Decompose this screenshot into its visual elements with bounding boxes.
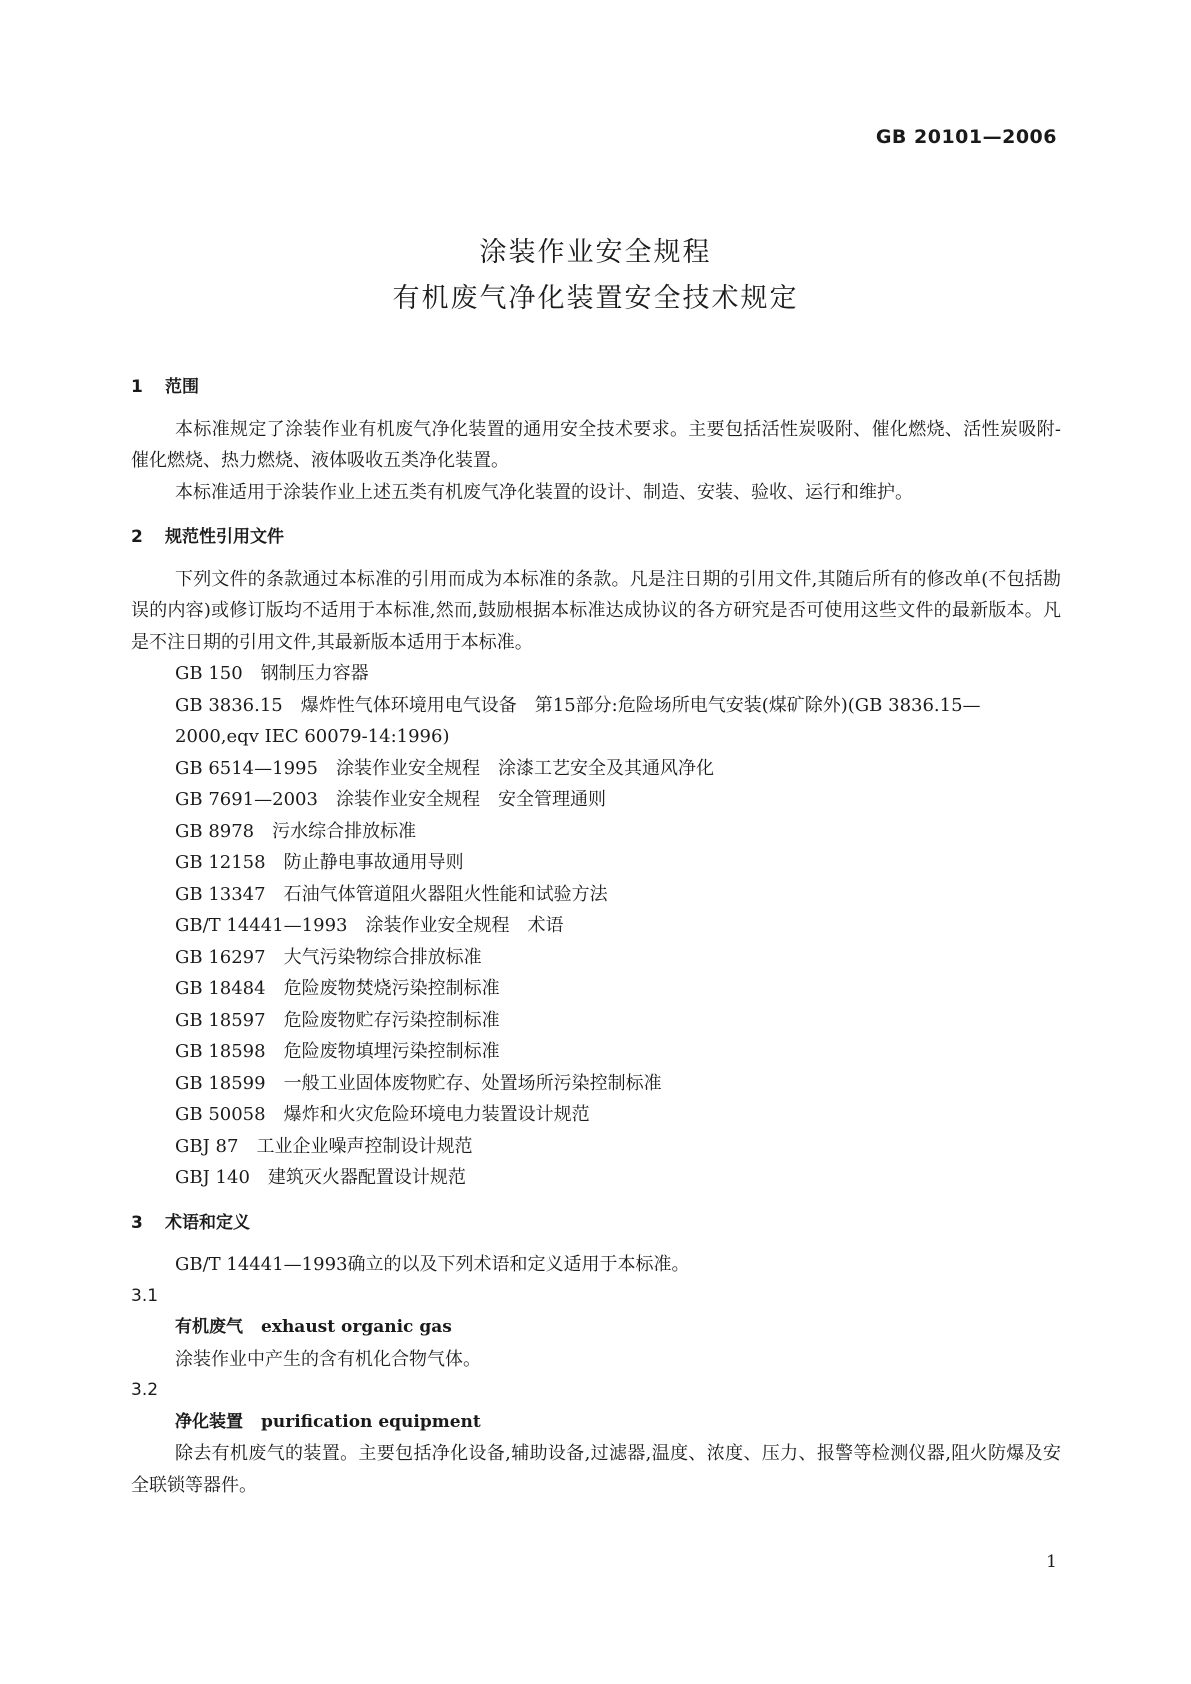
- reference-code: GB 6514—1995: [175, 757, 318, 779]
- section-title: 规范性引用文件: [165, 527, 284, 547]
- reference-item: [131, 942, 1061, 974]
- reference-title: 防止静电事故通用导则: [283, 852, 464, 873]
- reference-item: [131, 753, 1061, 785]
- reference-title: 危险废物贮存污染控制标准: [283, 1009, 500, 1031]
- term-number: 3.1: [131, 1285, 159, 1306]
- section-3-paragraph-1: GB/T 14441—1993确立的以及下列术语和定义适用于本标准。: [175, 1254, 690, 1275]
- reference-title: 一般工业固体废物贮存、处置场所污染控制标准: [283, 1072, 662, 1094]
- reference-item: [131, 1099, 1061, 1131]
- reference-item: [131, 1068, 1061, 1100]
- reference-item: [131, 816, 1061, 848]
- reference-item: [131, 847, 1061, 879]
- reference-title: 危险废物填埋污染控制标准: [283, 1041, 500, 1062]
- reference-code: GB 13347: [175, 883, 266, 905]
- reference-code: GB 16297: [175, 946, 266, 968]
- reference-code: GB 18484: [175, 978, 266, 999]
- reference-title: 建筑灭火器配置设计规范: [267, 1167, 466, 1188]
- term-number: 3.2: [131, 1380, 159, 1400]
- section-2-heading: [131, 522, 1061, 554]
- section-3-heading: [131, 1208, 1061, 1240]
- term-definition: 除去有机废气的装置。主要包括净化设备,辅助设备,过滤器,温度、浓度、压力、报警等检测仪器,阻火防爆及安全联锁等器件。: [131, 1443, 1061, 1496]
- section-1-heading: [131, 372, 1061, 404]
- reference-code: GBJ 87: [175, 1135, 239, 1157]
- reference-item: [131, 910, 1061, 942]
- reference-code: GBJ 140: [175, 1167, 250, 1188]
- reference-code: GB 18597: [175, 1009, 266, 1031]
- reference-item: [131, 658, 1061, 690]
- document-body: [131, 372, 1061, 1501]
- section-title: 术语和定义: [165, 1212, 250, 1233]
- reference-code: GB 12158: [175, 852, 266, 873]
- normative-references-list: [131, 658, 1061, 1194]
- reference-title: 钢制压力容器: [260, 663, 369, 684]
- term-heading: [131, 1312, 1061, 1344]
- reference-code: GB 150: [175, 663, 243, 684]
- reference-item: [131, 1036, 1061, 1068]
- document-title-line1: 涂装作业安全规程: [479, 237, 712, 268]
- section-1-paragraph-2: 本标准适用于涂装作业上述五类有机废气净化装置的设计、制造、安装、验收、运行和维护。: [175, 481, 913, 503]
- reference-code: GB 7691—2003: [175, 789, 318, 810]
- section-1-paragraph-1: 本标准规定了涂装作业有机废气净化装置的通用安全技术要求。主要包括活性炭吸附、催化燃烧、活性炭吸附-催化燃烧、热力燃烧、液体吸收五类净化装置。: [131, 418, 1061, 471]
- term-heading: [131, 1407, 1061, 1439]
- section-number: 2: [131, 527, 143, 547]
- section-2-paragraph-1: 下列文件的条款通过本标准的引用而成为本标准的条款。凡是注日期的引用文件,其随后所有的修改单(不包括勘误的内容)或修订版均不适用于本标准,然而,鼓励根据本标准达成协议的各方研究是否可使用这些文件的最新版本。凡是不注日期的引用文件,其最新版本适用于本标准。: [131, 568, 1061, 653]
- reference-title: 涂装作业安全规程 涂漆工艺安全及其通风净化: [335, 757, 714, 779]
- reference-code: GB 50058: [175, 1104, 266, 1125]
- standard-code: GB 20101—2006: [875, 126, 1057, 148]
- section-title: 范围: [165, 377, 199, 397]
- reference-title: 石油气体管道阻火器阻火性能和试验方法: [283, 883, 608, 905]
- reference-title: 危险废物焚烧污染控制标准: [283, 978, 500, 999]
- reference-title: 大气污染物综合排放标准: [283, 946, 482, 968]
- term-en: purification equipment: [261, 1411, 481, 1432]
- reference-code: GB 18598: [175, 1041, 266, 1062]
- reference-title: 爆炸性气体环境用电气设备 第15部分:危险场所电气安装(煤矿除外)(GB 3836.15—2000,eqv IEC 60079-14:1996): [175, 694, 981, 747]
- term-en: exhaust organic gas: [261, 1317, 452, 1337]
- reference-title: 爆炸和火灾危险环境电力装置设计规范: [283, 1104, 590, 1125]
- reference-title: 污水综合排放标准: [272, 820, 417, 842]
- reference-title: 涂装作业安全规程 安全管理通则: [335, 789, 606, 810]
- section-number: 3: [131, 1212, 143, 1233]
- reference-item: [131, 1162, 1061, 1194]
- reference-item: [131, 973, 1061, 1005]
- term-zh: 有机废气: [175, 1317, 243, 1337]
- reference-code: GB 18599: [175, 1072, 266, 1094]
- reference-title: 涂装作业安全规程 术语: [365, 915, 564, 936]
- page-number: 1: [1046, 1552, 1057, 1572]
- reference-item: [131, 1005, 1061, 1037]
- reference-item: [131, 784, 1061, 816]
- reference-item: [131, 690, 1061, 753]
- term-definition: 涂装作业中产生的含有机化合物气体。: [175, 1348, 481, 1370]
- document-title-line2: 有机废气净化装置安全技术规定: [392, 283, 799, 314]
- section-number: 1: [131, 377, 143, 397]
- reference-code: GB 8978: [175, 820, 255, 842]
- reference-item: [131, 1131, 1061, 1163]
- reference-title: 工业企业噪声控制设计规范: [256, 1135, 473, 1157]
- term-zh: 净化装置: [175, 1411, 243, 1432]
- reference-code: GB 3836.15: [175, 694, 283, 716]
- reference-code: GB/T 14441—1993: [175, 915, 348, 936]
- reference-item: [131, 879, 1061, 911]
